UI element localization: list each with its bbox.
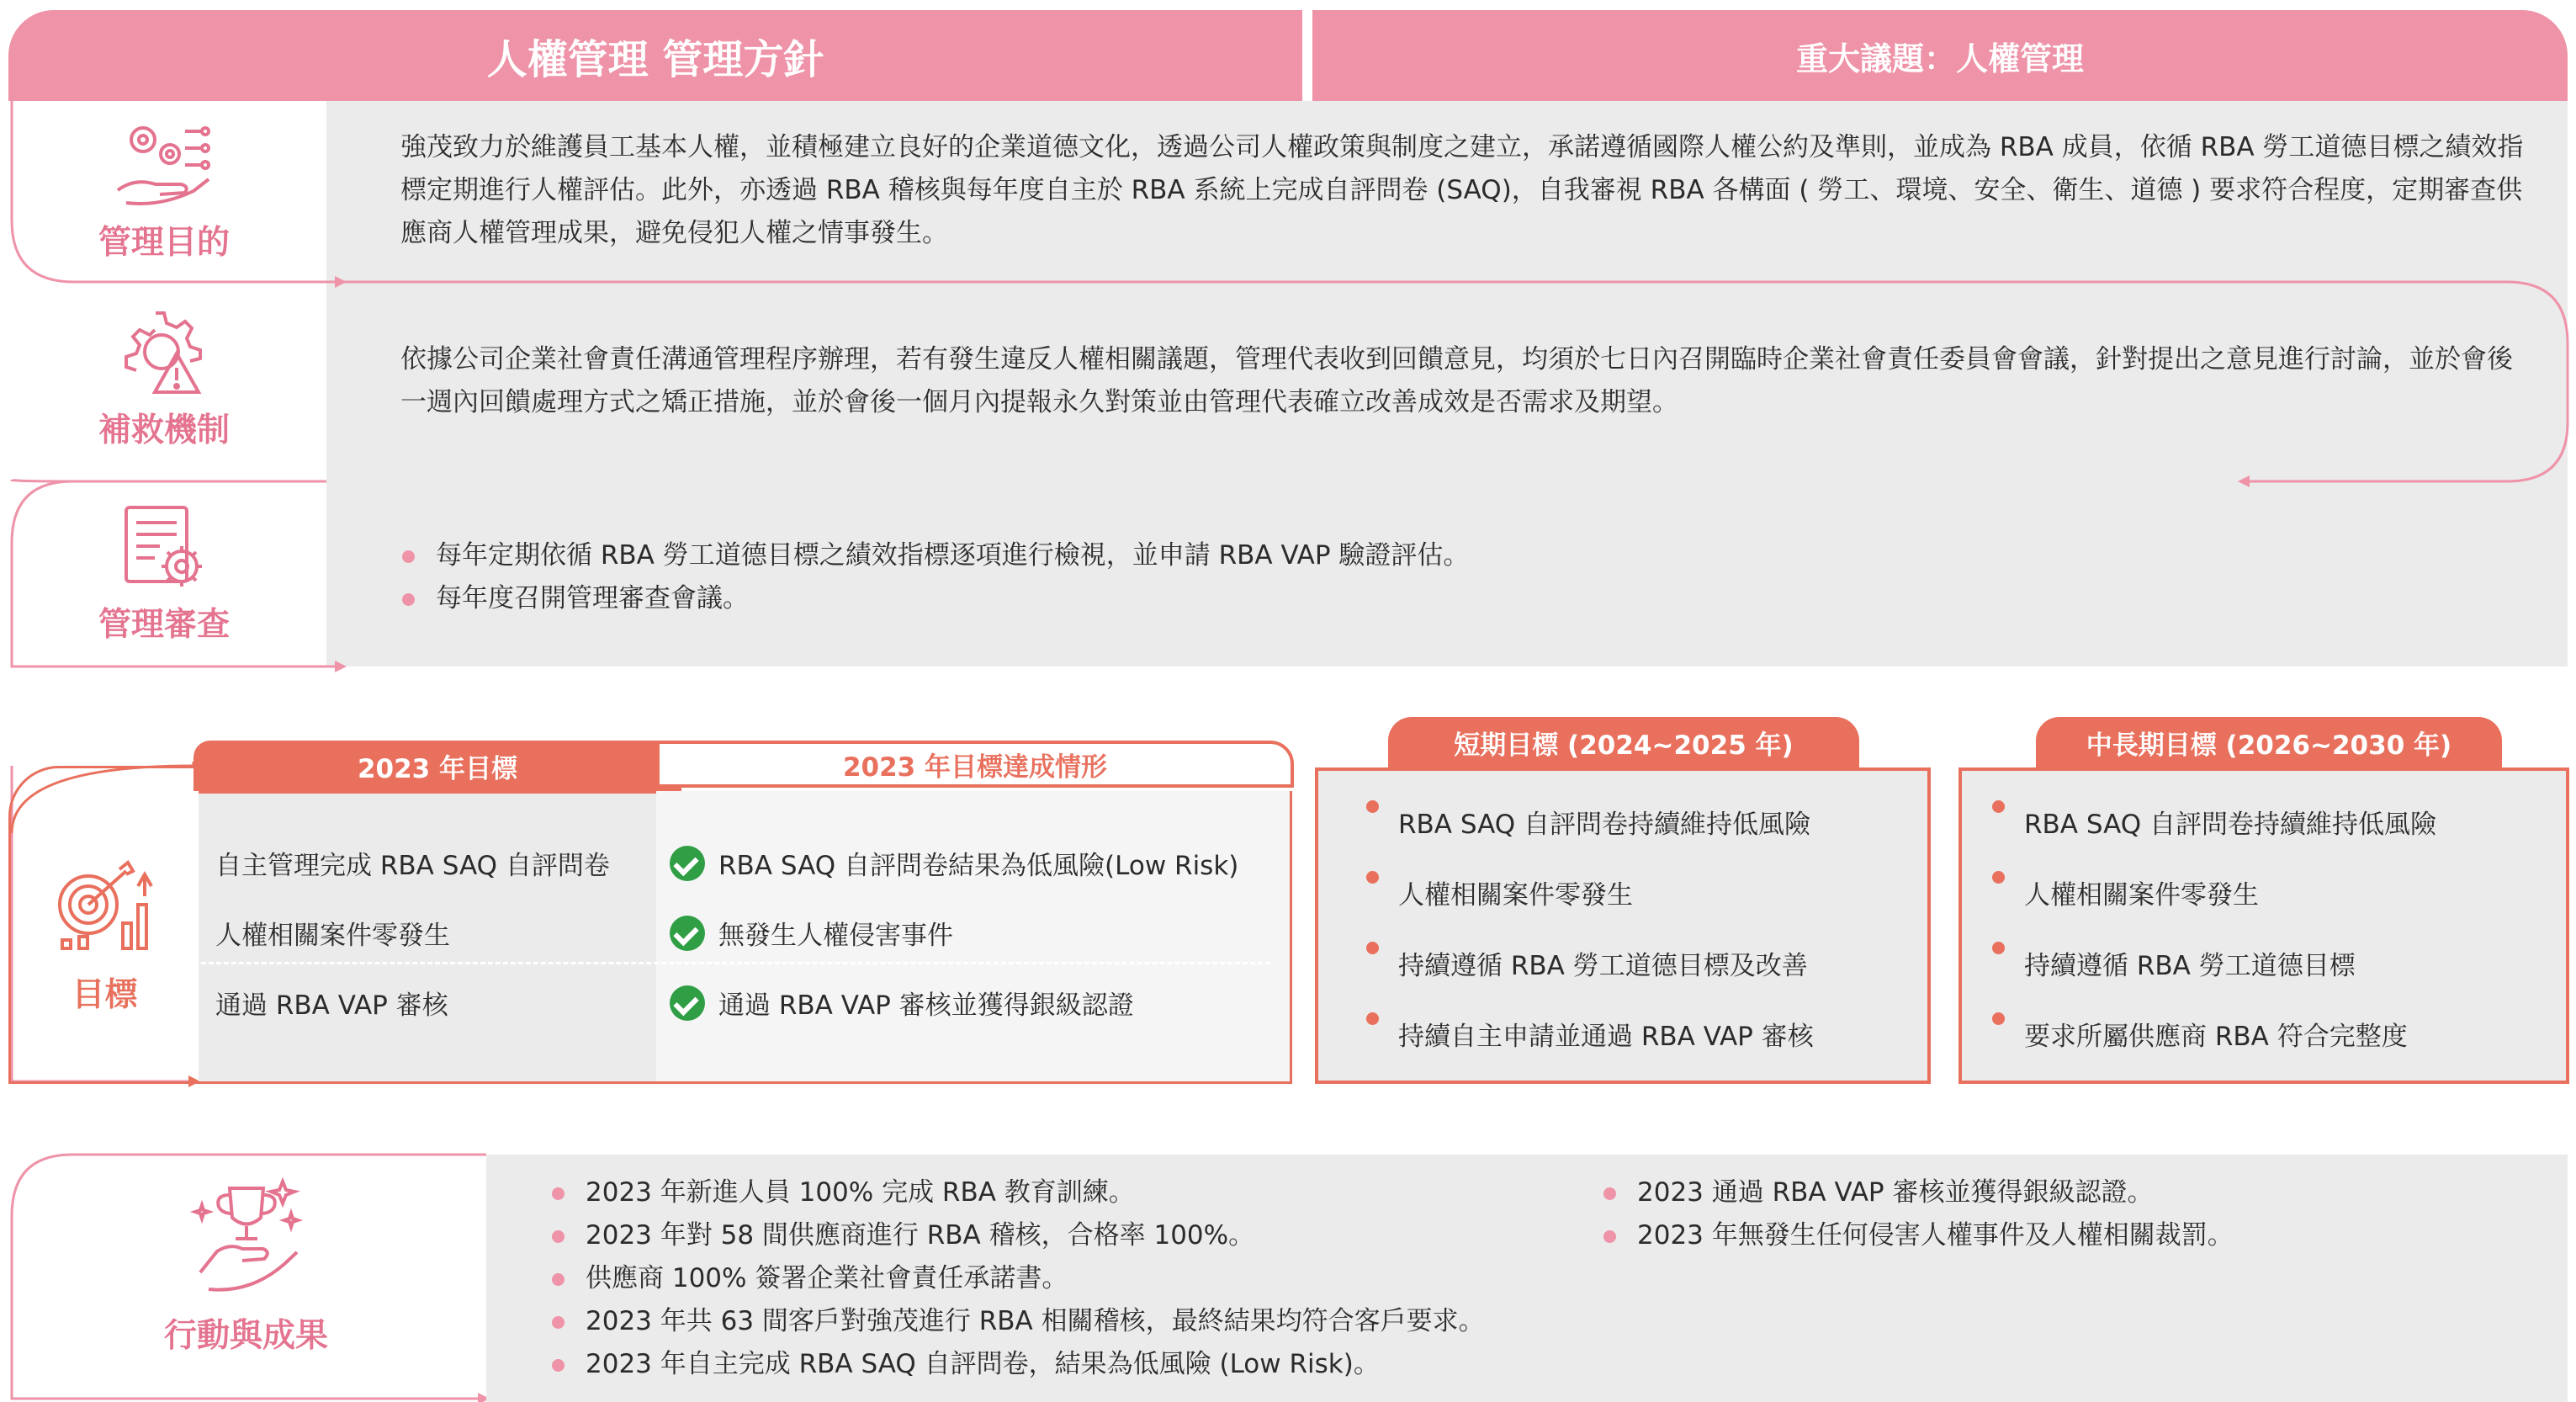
list-item: 2023 年共 63 間客戶對強茂進行 RBA 相關稽核，最終結果均符合客戶要求。 <box>552 1300 1603 1343</box>
list-item: 持續遵循 RBA 勞工道德目標及改善 <box>1365 927 1920 998</box>
hand-gear-icon <box>109 110 219 211</box>
list-item: 2023 年新進人員 100% 完成 RBA 教育訓練。 <box>552 1171 1603 1214</box>
purpose-text: 強茂致力於維護員工基本人權，並積極建立良好的企業道德文化，透過公司人權政策與制度之建立，承諾遵循國際人權公約及準則，並成為 RBA 成員，依循 RBA 勞工道德目標之績效指標定期進行人權評估。此外，亦透過 RBA 稽核與每年度自主於 RBA 系統上完成自評問卷 (SAQ)，自我審視 RBA 各構面 ( 勞工、環境、安全、衛生、道德 ) 要求符合程度，定期審查供應商人權管理成果，避免侵犯人權之情事發生。 <box>400 132 2524 248</box>
list-item: 持續遵循 RBA 勞工道德目標 <box>1990 927 2554 998</box>
document-gear-icon <box>118 501 210 593</box>
check-icon <box>670 846 705 881</box>
list-item: 供應商 100% 簽署企業社會責任承諾書。 <box>552 1257 1603 1300</box>
short-term-list <box>1365 786 1920 1069</box>
list-item: 人權相關案件零發生 <box>215 921 450 951</box>
remedy-label-box <box>17 305 311 473</box>
tab-short-term: 短期目標 (2024~2025 年) <box>1388 717 1859 767</box>
remedy-text: 依據公司企業社會責任溝通管理程序辦理，若有發生違反人權相關議題，管理代表收到回饋意見，均須於七日內召開臨時企業社會責任委員會會議，針對提出之意見進行討論，並於會後一週內回饋處理方式之矯正措施，並於會後一個月內提報永久對策並由管理代表確立改善成效是否需求及期望。 <box>400 344 2513 417</box>
list-item: 通過 RBA VAP 審核並獲得銀級認證 <box>670 968 1292 1038</box>
review-label: 管理審查 <box>98 606 230 644</box>
status-2023-list <box>670 828 1292 1038</box>
remedy-label: 補救機制 <box>98 412 230 449</box>
list-item: 2023 年無發生任何侵害人權事件及人權相關裁罰。 <box>1603 1214 2546 1257</box>
list-item: 要求所屬供應商 RBA 符合完整度 <box>1990 998 2554 1069</box>
list-item: 無發生人權侵害事件 <box>670 898 1292 968</box>
list-item: 2023 通過 RBA VAP 審核並獲得銀級認證。 <box>1603 1171 2546 1214</box>
list-item: 通過 RBA VAP 審核 <box>215 990 448 1021</box>
long-term-list <box>1990 786 2554 1069</box>
check-icon <box>670 985 705 1021</box>
list-item: 2023 年自主完成 RBA SAQ 自評問卷，結果為低風險 (Low Risk)。 <box>552 1343 1603 1386</box>
targets-2023-list <box>215 828 653 1038</box>
actions-right-list <box>1603 1171 2546 1257</box>
page-title: 人權管理 管理方針 <box>486 35 824 83</box>
list-item: 每年定期依循 RBA 勞工道德目標之績效指標逐項進行檢視，並申請 RBA VAP 驗證評估。 <box>402 534 2539 577</box>
purpose-label-box <box>17 105 311 278</box>
list-item: RBA SAQ 自評問卷結果為低風險(Low Risk) <box>670 828 1292 898</box>
actions-label-box <box>17 1161 475 1397</box>
review-label-box <box>17 501 311 661</box>
tab-2023-goals: 2023 年目標 <box>193 741 681 791</box>
actions-label: 行動與成果 <box>163 1317 328 1355</box>
list-item: 自主管理完成 RBA SAQ 自評問卷 <box>215 851 610 881</box>
list-item: 2023 年對 58 間供應商進行 RBA 稽核，合格率 100%。 <box>552 1214 1603 1257</box>
warning-gear-icon <box>118 305 210 397</box>
review-list <box>402 534 2539 620</box>
list-item: 每年度召開管理審查會議。 <box>402 577 2539 620</box>
list-item: 持續自主申請並通過 RBA VAP 審核 <box>1365 998 1920 1069</box>
trophy-hand-icon <box>183 1171 310 1298</box>
goals-label: 目標 <box>72 976 138 1014</box>
list-item: 人權相關案件零發生 <box>1365 857 1920 927</box>
actions-left-list <box>552 1171 1603 1386</box>
target-chart-icon <box>50 846 160 955</box>
topic-title: 重大議題：人權管理 <box>1795 40 2084 77</box>
tab-2023-status: 2023 年目標達成情形 <box>656 741 1294 788</box>
list-item: RBA SAQ 自評問卷持續維持低風險 <box>1365 786 1920 857</box>
check-icon <box>670 916 705 951</box>
list-item: 人權相關案件零發生 <box>1990 857 2554 927</box>
list-item: RBA SAQ 自評問卷持續維持低風險 <box>1990 786 2554 857</box>
goals-label-box <box>8 766 199 1084</box>
purpose-label: 管理目的 <box>98 224 230 262</box>
tab-long-term: 中長期目標 (2026~2030 年) <box>2036 717 2502 767</box>
